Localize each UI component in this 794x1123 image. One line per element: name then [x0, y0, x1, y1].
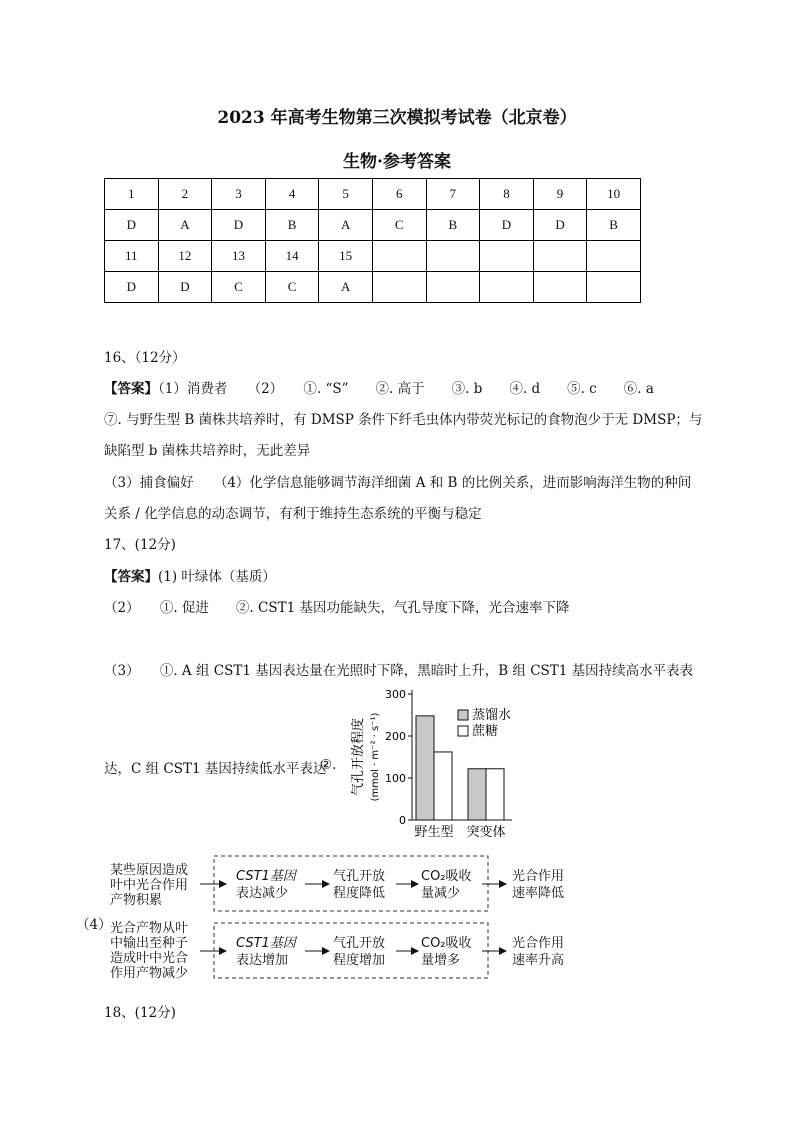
flow1-start-1: 某些原因造成 [110, 863, 189, 878]
chart-y-tick-label: 200 [385, 730, 406, 743]
chart-bar [434, 752, 452, 820]
answer-table-cell: D [480, 210, 534, 241]
answer-table-cell: 14 [265, 241, 319, 272]
answer-table-cell: B [426, 210, 480, 241]
answer-table-cell [587, 241, 641, 272]
answer-table-cell [480, 241, 534, 272]
flow1-start-3: 产物积累 [110, 893, 163, 908]
chart-y-label: 气孔开放程度 [351, 717, 366, 797]
answer-table-row [105, 210, 641, 241]
answer-table-cell [480, 272, 534, 303]
q16-header: 16、（12分） [104, 350, 186, 366]
answer-table-cell: 13 [212, 241, 266, 272]
flow2-box3-2: 量增多 [421, 953, 461, 968]
answer-table-cell: 10 [587, 179, 641, 210]
answer-table-cell: 2 [158, 179, 212, 210]
flow2-box1-2: 表达增加 [236, 953, 289, 968]
answer-table-cell: 8 [480, 179, 534, 210]
answer-table-row [105, 179, 641, 210]
q16-line-4: （3）捕食偏好 （4）化学信息能够调节海洋细菌 A 和 B 的比例关系，进而影响海洋生物的种间 [104, 475, 692, 491]
flow2-box2-2: 程度增加 [333, 953, 386, 968]
chart-y-tick-label: 0 [399, 814, 406, 827]
flow1-end-1: 光合作用 [512, 869, 565, 884]
chart-legend-label: 蔗糖 [472, 724, 499, 739]
answer-table-cell: D [158, 272, 212, 303]
q16-line-2: ⑦. 与野生型 B 菌株共培养时，有 DMSP 条件下纤毛虫体内带荧光标记的食物泡少于无 DMSP；与 [104, 412, 703, 428]
answer-tag: 【答案】 [104, 381, 158, 397]
chart-bar [468, 769, 486, 820]
q16-line-5: 关系 / 化学信息的动态调节，有利于维持生态系统的平衡与稳定 [104, 506, 482, 522]
flow-diagrams [100, 852, 580, 987]
answer-table-cell: 7 [426, 179, 480, 210]
flow1-box1-2: 表达减少 [236, 886, 289, 901]
flow2-end-1: 光合作用 [512, 936, 565, 951]
flow1-box2-2: 程度降低 [333, 886, 386, 901]
flow1-box3-1: CO₂吸收 [421, 869, 472, 884]
q18-header: 18、(12分) [104, 1005, 176, 1021]
answer-table-cell: C [265, 272, 319, 303]
stomata-bar-chart [340, 680, 540, 845]
answer-table-cell [533, 272, 587, 303]
answer-table-cell: D [533, 210, 587, 241]
chart-x-tick-label: 野生型 [414, 825, 454, 840]
q17-line-3: （3） ①. A 组 CST1 基因表达量在光照时下降，黑暗时上升，B 组 CST1 基因持续高水平表表 [104, 663, 694, 679]
flow2-start-2: 中输出至种子 [110, 936, 189, 951]
flow2-start-4: 作用产物减少 [110, 966, 189, 981]
answer-table-cell: 6 [372, 179, 426, 210]
answer-table-cell [372, 272, 426, 303]
chart-x-tick-label: 突变体 [466, 825, 506, 840]
answer-table-cell: 1 [105, 179, 159, 210]
flow2-box1-1: CST1基因 [236, 936, 296, 951]
answer-table-cell: B [265, 210, 319, 241]
q17-line-4b: ②. [320, 757, 337, 773]
answer-table-cell: 9 [533, 179, 587, 210]
q17-line-4: 达，C 组 CST1 基因持续低水平表达 [104, 761, 327, 777]
answer-table-cell: 5 [319, 179, 373, 210]
flow2-box2-1: 气孔开放 [333, 936, 386, 951]
answer-table-cell: A [319, 272, 373, 303]
q16-text-1: （1）消费者 （2） ①. “S” ②. 高于 ③. b ④. d ⑤. c ⑥. a [158, 381, 654, 397]
answer-table-row [105, 241, 641, 272]
flow1-box3-2: 量减少 [421, 886, 461, 901]
flow2-start-3: 造成叶中光合 [110, 951, 189, 966]
q17-header: 17、(12分) [104, 537, 176, 553]
page-subtitle: 生物·参考答案 [343, 152, 451, 172]
q17-text-1: (1) 叶绿体（基质） [158, 569, 276, 585]
answer-table-cell: 3 [212, 179, 266, 210]
answer-table-cell: A [319, 210, 373, 241]
answer-table-cell [372, 241, 426, 272]
answer-table-row [105, 272, 641, 303]
chart-legend-label: 蒸馏水 [472, 708, 512, 723]
answer-table-cell: 12 [158, 241, 212, 272]
answer-table-cell: 4 [265, 179, 319, 210]
page-title: 2023 年高考生物第三次模拟考试卷（北京卷） [217, 108, 577, 128]
answer-table-cell: D [105, 272, 159, 303]
answer-table-cell: D [105, 210, 159, 241]
chart-legend-swatch [458, 710, 468, 720]
q16-line-1 [104, 377, 654, 397]
q17-part4-label: （4） [76, 917, 112, 933]
chart-bar [416, 716, 434, 820]
chart-y-tick-label: 300 [385, 688, 406, 701]
answer-table-cell [426, 272, 480, 303]
answer-table-cell: C [372, 210, 426, 241]
answer-table-cell: D [212, 210, 266, 241]
q16-line-3: 缺陷型 b 菌株共培养时，无此差异 [104, 443, 311, 459]
flow1-box2-1: 气孔开放 [333, 869, 386, 884]
answer-table-cell: 15 [319, 241, 373, 272]
chart-y-tick-label: 100 [385, 772, 406, 785]
flow1-end-2: 速率降低 [512, 886, 565, 901]
answer-table-cell: A [158, 210, 212, 241]
answer-table-cell [587, 272, 641, 303]
flow1-start-2: 叶中光合作用 [110, 878, 189, 893]
chart-legend-swatch [458, 726, 468, 736]
flow2-start-1: 光合产物从叶 [110, 921, 189, 936]
q17-line-1 [104, 565, 276, 585]
flow2-box3-1: CO₂吸收 [421, 936, 472, 951]
flow2-end-2: 速率升高 [512, 953, 565, 968]
answer-table-cell: C [212, 272, 266, 303]
chart-y-unit: (mmol · m⁻² · s⁻¹) [370, 712, 381, 802]
chart-bar [486, 769, 504, 820]
answer-table-cell [533, 241, 587, 272]
answer-tag: 【答案】 [104, 569, 158, 585]
answer-table-cell: 11 [105, 241, 159, 272]
answer-table [104, 178, 641, 303]
q17-line-2: （2） ①. 促进 ②. CST1 基因功能缺失，气孔导度下降，光合速率下降 [104, 600, 570, 616]
answer-table-cell [426, 241, 480, 272]
flow1-box1-1: CST1基因 [236, 869, 296, 884]
answer-table-cell: B [587, 210, 641, 241]
